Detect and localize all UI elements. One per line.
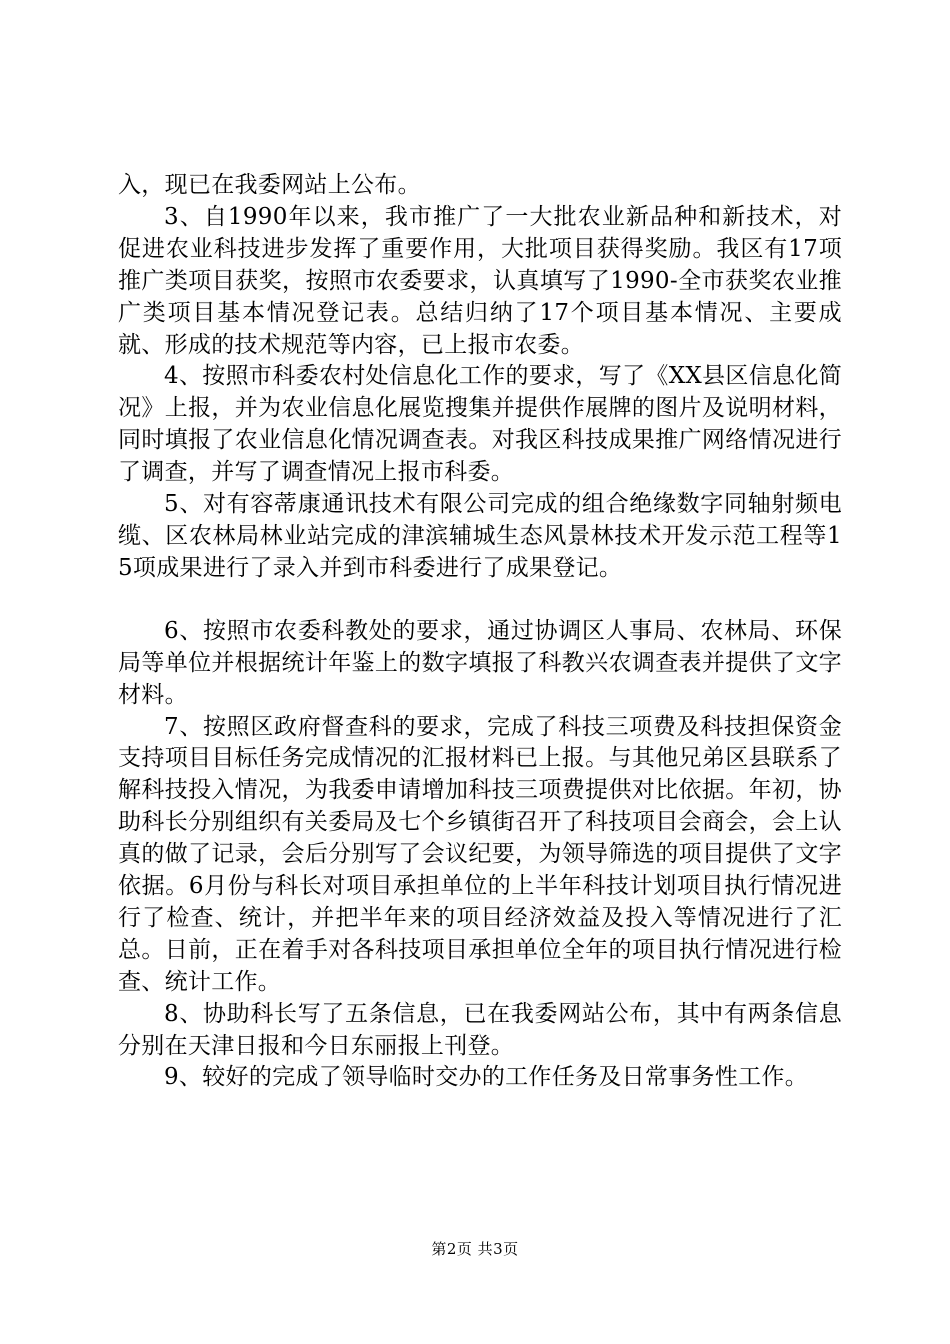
document-body (118, 170, 842, 1094)
page-number-footer: 第2页 共3页 (431, 1240, 519, 1258)
paragraph-item-7: 7、按照区政府督查科的要求，完成了科技三项费及科技担保资金支持项目目标任务完成情况的汇报材料已上报。与其他兄弟区县联系了解科技投入情况，为我委申请增加科技三项费提供对比依据。年初，协助科长分别组织有关委局及七个乡镇街召开了科技项目会商会，会上认真的做了记录，会后分别写了会议纪要，为领导筛选的项目提供了文字依据。6月份与科长对项目承担单位的上半年科技计划项目执行情况进行了检查、统计，并把半年来的项目经济效益及投入等情况进行了汇总。日前，正在着手对各科技项目承担单位全年的项目执行情况进行检查、统计工作。 (118, 713, 842, 995)
paragraph-item-3: 3、自1990年以来，我市推广了一大批农业新品种和新技术，对促进农业科技进步发挥了重要作用，大批项目获得奖励。我区有17项推广类项目获奖，按照市农委要求，认真填写了1990-全市获奖农业推广类项目基本情况登记表。总结归纳了17个项目基本情况、主要成就、形成的技术规范等内容，已上报市农委。 (118, 203, 842, 358)
paragraph-item-9: 9、较好的完成了领导临时交办的工作任务及日常事务性工作。 (164, 1064, 809, 1091)
paragraph-item-5: 5、对有容蒂康通讯技术有限公司完成的组合绝缘数字同轴射频电缆、区农林局林业站完成的津滨辅城生态风景林技术开发示范工程等15项成果进行了录入并到市科委进行了成果登记。 (118, 491, 842, 581)
paragraph-item-6: 6、按照市农委科教处的要求，通过协调区人事局、农林局、环保局等单位并根据统计年鉴上的数字填报了科教兴农调查表并提供了文字材料。 (118, 617, 842, 708)
paragraph-item-8: 8、协助科长写了五条信息，已在我委网站公布，其中有两条信息分别在天津日报和今日东丽报上刊登。 (118, 1000, 842, 1059)
paragraph-continuation: 入，现已在我委网站上公布。 (118, 172, 421, 198)
paragraph-item-4: 4、按照市科委农村处信息化工作的要求，写了《XX县区信息化简况》上报，并为农业信息化展览搜集并提供作展牌的图片及说明材料，同时填报了农业信息化情况调查表。对我区科技成果推广网络情况进行了调查，并写了调查情况上报市科委。 (118, 363, 842, 486)
